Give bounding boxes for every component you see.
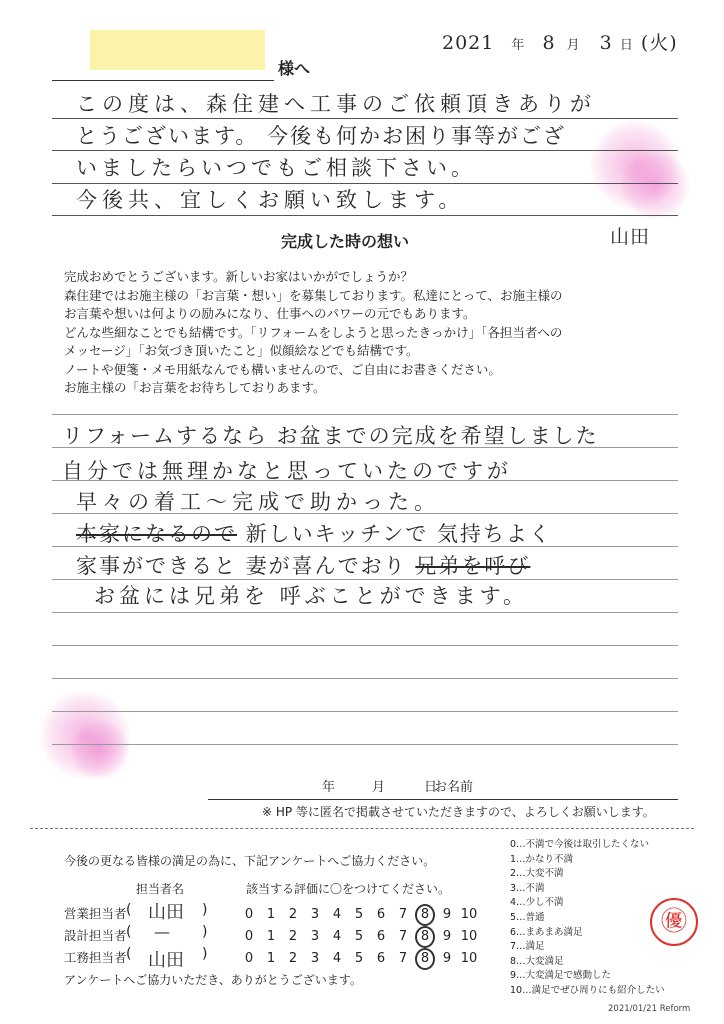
staff-message-line-1: この度は、森住建へ工事のご依頼頂きありが [76,92,596,116]
rating-option[interactable]: 4 [332,951,342,966]
survey-paren: ( [126,924,132,940]
staff-message-line-3: いましたらいつでもご相談下さい。 [76,156,476,180]
survey-thanks: アンケートへご協力いただき、ありがとうございます。 [64,973,362,987]
customer-message-line-1: リフォームするなら お盆までの完成を希望しました [62,424,599,448]
rating-option-selected[interactable]: 8 [415,948,435,970]
intro-line: どんな些細なことでも結構です。「リフォームをしようと思ったきっかけ」「各担当者への [64,324,563,340]
rating-option[interactable]: 5 [354,951,364,966]
writing-rule [52,678,678,679]
footer-name-underline [208,799,678,800]
intro-line: ノートや便箋・メモ用紙なんでも構いませんので、ご自由にお書きください。 [64,361,501,377]
rating-option[interactable]: 6 [376,951,386,966]
approval-stamp [650,898,698,946]
form-version: 2021/01/21 Reform [608,1004,691,1014]
rating-option[interactable]: 0 [244,951,254,966]
legend-item: 7…満足 [510,941,545,953]
rating-option[interactable]: 2 [288,929,298,944]
footer-name-label: お名前 [434,780,474,795]
customer-message-text: 家事ができると 妻が喜んでおり [76,554,416,578]
rating-option[interactable]: 1 [266,907,276,922]
decorative-flower [70,720,130,780]
survey-paren: ( [126,902,132,918]
message-rule [52,150,678,151]
legend-item: 5…普通 [510,911,545,923]
writing-rule [52,744,678,745]
date-weekday: (火) [640,32,678,54]
customer-message-line-3: 早々の着工〜完成で助かった。 [76,490,440,514]
message-rule [52,215,678,216]
rating-option[interactable]: 10 [460,907,478,922]
survey-row [64,946,484,971]
rating-option[interactable]: 6 [376,907,386,922]
intro-line: お施主様の「お言葉をお待ちしておりあます。 [64,380,326,395]
rating-option[interactable]: 2 [288,907,298,922]
legend-item: 1…かなり不満 [510,853,574,865]
customer-message-line-6: お盆には兄弟を 呼ぶことができます。 [94,584,528,608]
intro-line: お言葉や想いは何よりの励みになり、仕事へのパワーの元でもあります。 [64,306,476,321]
staff-message-line-2: とうございます。 今後も何かお困り事等がござ [76,124,566,148]
rating-option[interactable]: 3 [310,951,320,966]
survey-paren: ) [202,946,208,962]
rating-option[interactable]: 1 [266,929,276,944]
footer-day-label: 日 [424,780,438,795]
survey-rating-header: 該当する評価に〇をつけてください。 [246,882,451,896]
rating-scale [238,926,480,948]
rating-option[interactable]: 7 [398,929,408,944]
writing-rule [52,612,678,613]
section-divider [30,828,694,829]
rating-option[interactable]: 10 [460,951,478,966]
survey-row [64,922,484,946]
writing-rule [52,414,678,415]
survey-row-label: 営業担当者 [64,906,127,921]
rating-option[interactable]: 7 [398,907,408,922]
rating-option[interactable]: 6 [376,929,386,944]
survey-staff-name: 山田 [148,902,184,923]
rating-option[interactable]: 9 [442,951,452,966]
rating-option[interactable]: 9 [442,907,452,922]
survey-row-label: 設計担当者 [64,928,127,943]
footer-year-label: 年 [322,780,336,795]
intro-line: 完成おめでとうございます。新しいお家はいかがでしょうか？ [64,269,414,284]
date-line [442,28,678,55]
staff-message-line-4: 今後共、宜しくお願い致します。 [76,188,465,212]
date-month: 8 [542,32,556,54]
survey-staff-header: 担当者名 [136,882,185,896]
rating-option[interactable]: 3 [310,929,320,944]
year-label: 年 [511,38,526,53]
message-rule [52,118,678,119]
date-day: 3 [599,32,613,54]
legend-item: 3…不満 [510,882,545,894]
struck-text: 兄弟を呼び [415,554,531,578]
intro-line: 森住建ではお施主様の「お言葉・想い」を募集しております。私達にとって、お施主様の [64,287,563,303]
rating-option[interactable]: 4 [332,929,342,944]
customer-message-text: 新しいキッチンで 気持ちよく [237,522,552,546]
recipient-underline [52,80,274,81]
rating-option[interactable]: 0 [244,907,254,922]
month-label: 月 [566,38,581,53]
rating-option[interactable]: 1 [266,951,276,966]
rating-scale [238,948,480,970]
rating-option[interactable]: 4 [332,907,342,922]
survey-row-label: 工務担当者 [64,950,127,965]
customer-message-line-5 [76,550,530,580]
legend-item: 8…大変満足 [510,955,564,967]
survey-paren: ( [126,946,132,962]
survey-paren: ) [202,924,208,940]
writing-rule [52,711,678,712]
legend-item: 9…大変満足で感動した [510,970,612,982]
survey-staff-name: — [154,922,170,941]
legend-item: 4…少し不満 [510,897,564,909]
recipient-highlight [90,30,265,70]
legend-item: 10…満足でぜひ周りにも紹介したい [510,984,665,996]
rating-option[interactable]: 0 [244,929,254,944]
survey-staff-name: 山田 [148,950,184,971]
writing-rule [52,645,678,646]
day-label: 日 [619,38,634,53]
intro-text [64,268,563,398]
intro-line: メッセージ」「お気づき頂いたこと」似顔絵などでも結構です。 [64,343,419,358]
rating-option[interactable]: 2 [288,951,298,966]
rating-option[interactable]: 5 [354,929,364,944]
legend-item: 2…大変不満 [510,868,564,880]
legend-item: 0…不満で今後は取引したくない [510,839,650,850]
rating-option[interactable]: 5 [354,907,364,922]
struck-text: 本家になるので [76,522,237,546]
survey-row [64,904,484,924]
rating-option[interactable]: 10 [460,929,478,944]
survey-paren: ) [202,902,208,918]
decorative-flower [620,150,690,220]
rating-option-selected[interactable]: 8 [415,904,435,926]
footer-notice: ※ HP 等に匿名で掲載させていただきますので、よろしくお願いします。 [262,805,655,819]
date-year: 2021 [442,32,495,54]
rating-legend [510,838,665,999]
stamp-mark: ㊝ [660,907,687,937]
recipient-suffix: 様へ [278,59,311,78]
rating-option[interactable]: 3 [310,907,320,922]
customer-message-line-2: 自分では無理かなと思っていたのですが [62,459,512,483]
section-title: 完成した時の想い [281,232,410,251]
legend-item: 6…まあまあ満足 [510,926,583,938]
rating-option-selected[interactable]: 8 [415,926,435,948]
rating-option[interactable]: 7 [398,951,408,966]
rating-scale [238,904,480,926]
customer-message-line-4 [76,518,552,548]
rating-option[interactable]: 9 [442,929,452,944]
footer-month-label: 月 [372,780,386,795]
staff-signature: 山田 [610,226,651,248]
survey-intro: 今後の更なる皆様の満足の為に、下記アンケートへご協力ください。 [64,854,436,868]
